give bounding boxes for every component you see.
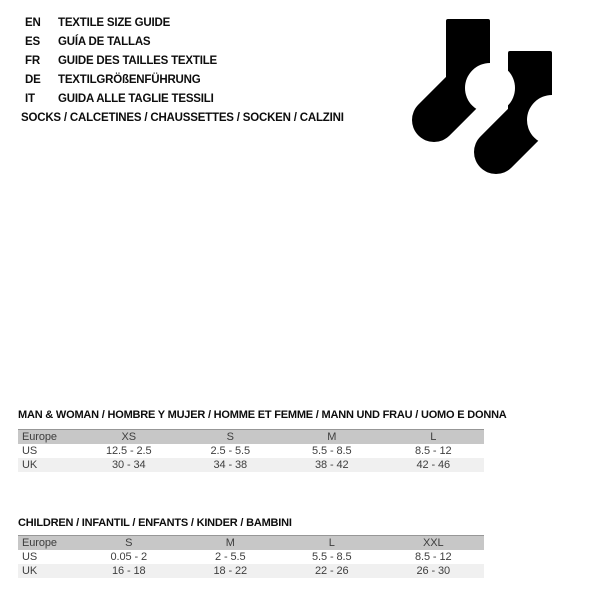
size-cell: 8.5 - 12 bbox=[414, 550, 452, 563]
size-cell: 42 - 46 bbox=[416, 458, 451, 471]
heel-cutout-2 bbox=[527, 95, 577, 145]
adults-header-row bbox=[18, 430, 484, 444]
category-title: SOCKS / CALCETINES / CHAUSSETTES / SOCKEN / CALZINI bbox=[21, 112, 344, 124]
language-code: FR bbox=[25, 55, 40, 67]
table-row-us bbox=[18, 550, 484, 564]
language-list bbox=[25, 14, 217, 109]
size-cell: 38 - 42 bbox=[314, 458, 349, 471]
table-row-uk bbox=[18, 458, 484, 472]
children-table-title: CHILDREN / INFANTIL / ENFANTS / KINDER / BAMBINI bbox=[18, 517, 292, 529]
size-cell: 26 - 30 bbox=[416, 564, 451, 577]
language-label: TEXTILGRÖßENFÜHRUNG bbox=[58, 74, 201, 86]
language-label: GUÍA DE TALLAS bbox=[58, 36, 151, 48]
size-cell: 5.5 - 8.5 bbox=[312, 550, 352, 563]
language-row-de bbox=[25, 71, 217, 90]
language-label: TEXTILE SIZE GUIDE bbox=[58, 17, 171, 29]
size-cell: 2 - 5.5 bbox=[215, 550, 246, 563]
size-cell: 2.5 - 5.5 bbox=[210, 444, 250, 457]
socks-icon bbox=[395, 5, 590, 185]
row-label: US bbox=[22, 444, 38, 457]
language-code: IT bbox=[25, 93, 35, 105]
language-code: ES bbox=[25, 36, 40, 48]
children-header-row bbox=[18, 536, 484, 550]
size-cell: 12.5 - 2.5 bbox=[106, 444, 152, 457]
size-cell: 0.05 - 2 bbox=[110, 550, 147, 563]
language-code: DE bbox=[25, 74, 41, 86]
header-cell-size: M bbox=[225, 536, 235, 549]
heel-cutout-1 bbox=[465, 63, 515, 113]
adults-table-title: MAN & WOMAN / HOMBRE Y MUJER / HOMME ET FEMME / MANN UND FRAU / UOMO E DONNA bbox=[18, 409, 507, 421]
adults-size-table bbox=[18, 429, 484, 472]
language-code: EN bbox=[25, 17, 41, 29]
row-label: UK bbox=[22, 564, 38, 577]
table-row-us bbox=[18, 444, 484, 458]
children-size-table bbox=[18, 535, 484, 578]
language-row-es bbox=[25, 33, 217, 52]
language-row-fr bbox=[25, 52, 217, 71]
table-row-uk bbox=[18, 564, 484, 578]
header-cell-region: Europe bbox=[22, 430, 57, 443]
header-cell-size: S bbox=[125, 536, 133, 549]
size-cell: 30 - 34 bbox=[111, 458, 146, 471]
size-cell: 8.5 - 12 bbox=[414, 444, 452, 457]
row-label: US bbox=[22, 550, 38, 563]
header-cell-size: S bbox=[226, 430, 234, 443]
language-row-en bbox=[25, 14, 217, 33]
row-label: UK bbox=[22, 458, 38, 471]
size-cell: 34 - 38 bbox=[213, 458, 248, 471]
size-cell: 16 - 18 bbox=[111, 564, 146, 577]
language-row-it bbox=[25, 90, 217, 109]
header-cell-size: M bbox=[327, 430, 337, 443]
header-cell-size: L bbox=[328, 536, 335, 549]
header-cell-size: XS bbox=[121, 430, 136, 443]
size-cell: 18 - 22 bbox=[213, 564, 248, 577]
language-label: GUIDA ALLE TAGLIE TESSILI bbox=[58, 93, 214, 105]
size-cell: 5.5 - 8.5 bbox=[312, 444, 352, 457]
header-cell-size: L bbox=[430, 430, 437, 443]
header-cell-region: Europe bbox=[22, 536, 57, 549]
header-cell-size: XXL bbox=[423, 536, 444, 549]
language-label: GUIDE DES TAILLES TEXTILE bbox=[58, 55, 217, 67]
size-cell: 22 - 26 bbox=[314, 564, 349, 577]
